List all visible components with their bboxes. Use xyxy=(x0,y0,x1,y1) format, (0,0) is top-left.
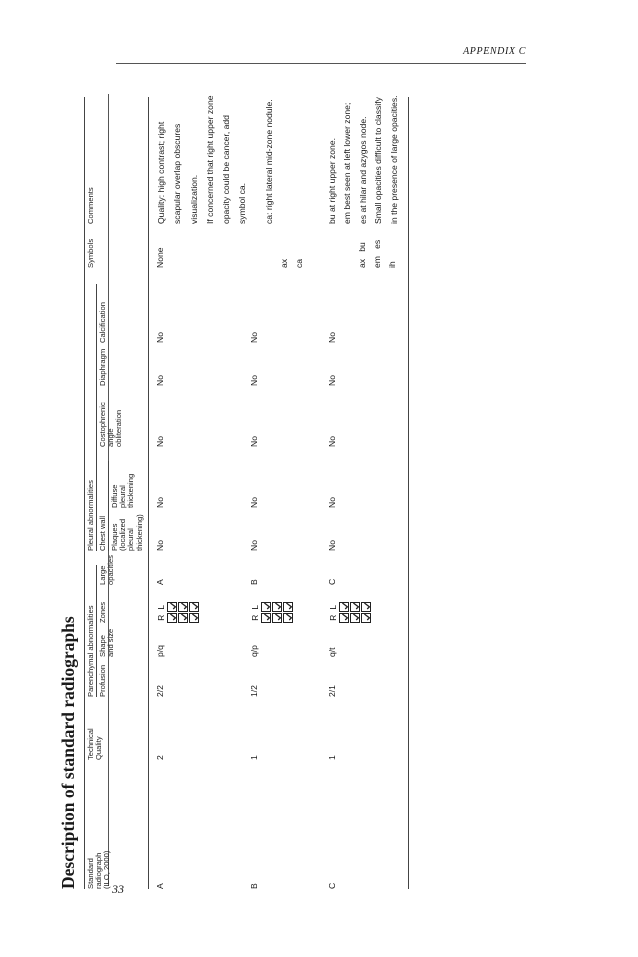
header-parenchymal: Parenchymal abnormalities xyxy=(86,605,95,697)
rotated-table-page xyxy=(58,97,458,889)
calcification-cell: No xyxy=(249,332,259,343)
zone-label-left: L xyxy=(328,604,338,610)
standard-cell: B xyxy=(249,883,259,889)
diffuse-cell: No xyxy=(249,497,259,508)
page-number: 33 xyxy=(112,882,124,896)
symbols-cell: ax ca xyxy=(279,258,304,268)
standard-cell: A xyxy=(155,883,165,889)
calcification-cell: No xyxy=(327,332,337,343)
table-top-rule xyxy=(84,97,85,889)
header-large-opacities: Large opacities xyxy=(98,555,116,585)
calcification-cell: No xyxy=(155,332,165,343)
header-calcification: Calcification xyxy=(98,302,107,343)
plaques-cell: No xyxy=(249,540,259,551)
comments-cell: bu at right upper zone. em best seen at left lower zone; es at hilar and azygos node. Small opacities difficult to classify in the presence of large opacities. xyxy=(327,95,399,224)
comments-cell: ca: right lateral mid-zone nodule. xyxy=(264,99,274,224)
header-plaques: Plaques (localized pleural thickening) xyxy=(110,514,144,551)
shape-cell: p/q xyxy=(155,645,165,657)
zones-grid xyxy=(156,602,199,623)
appendix-label: APPENDIX C xyxy=(463,46,526,57)
large-opacities-cell: C xyxy=(327,578,337,585)
zone-label-right: R xyxy=(250,614,260,621)
diaphragm-cell: No xyxy=(155,375,165,386)
header-costophrenic: Costophrenic angle obliteration xyxy=(98,402,124,447)
checked-box-icon xyxy=(261,602,271,612)
plaques-cell: No xyxy=(327,540,337,551)
shape-cell: q/t xyxy=(327,647,337,657)
large-opacities-cell: B xyxy=(249,579,259,585)
technical-cell: 2 xyxy=(155,755,165,760)
symbols-cell: None xyxy=(155,247,165,268)
zone-label-right: R xyxy=(156,614,166,621)
shape-cell: q/p xyxy=(249,645,259,657)
technical-cell: 1 xyxy=(249,755,259,760)
header-bottom-rule xyxy=(148,97,149,889)
header-profusion: Profusion xyxy=(98,664,107,697)
checked-box-icon xyxy=(339,602,349,612)
checked-box-icon xyxy=(261,613,271,623)
table-bottom-rule xyxy=(408,97,409,889)
standard-cell: C xyxy=(327,882,337,889)
checked-box-icon xyxy=(272,613,282,623)
profusion-cell: 2/1 xyxy=(327,685,337,697)
header-diffuse: Diffuse pleural thickening xyxy=(110,473,136,508)
header-shape-size: Shape and size xyxy=(98,628,116,657)
parenchymal-group-rule xyxy=(96,565,97,697)
header-chest-wall: Chest wall xyxy=(98,515,107,551)
pleural-group-rule xyxy=(96,284,97,551)
comments-cell: Quality: high contrast; right scapular overlap obscures visualization. If concerned that right upper zone opacity could be cancer, add symbol ca. xyxy=(156,95,248,224)
zone-label-left: L xyxy=(250,604,260,610)
zones-grid xyxy=(250,602,293,623)
header-symbols: Symbols xyxy=(86,238,95,268)
checked-box-icon xyxy=(361,602,371,612)
large-opacities-cell: A xyxy=(155,579,165,585)
checked-box-icon xyxy=(189,602,199,612)
diaphragm-cell: No xyxy=(327,375,337,386)
costophrenic-cell: No xyxy=(327,436,337,447)
checked-box-icon xyxy=(189,613,199,623)
technical-cell: 1 xyxy=(327,755,337,760)
header-technical-quality: Technical Quality xyxy=(86,728,104,760)
zone-label-right: R xyxy=(328,614,338,621)
header-standard: Standard radiograph (ILO, 2000) xyxy=(86,850,112,889)
checked-box-icon xyxy=(350,613,360,623)
checked-box-icon xyxy=(178,602,188,612)
diffuse-cell: No xyxy=(155,497,165,508)
profusion-cell: 1/2 xyxy=(249,685,259,697)
checked-box-icon xyxy=(178,613,188,623)
header-pleural: Pleural abnormalities xyxy=(86,480,95,551)
costophrenic-cell: No xyxy=(249,436,259,447)
profusion-cell: 2/2 xyxy=(155,685,165,697)
costophrenic-cell: No xyxy=(155,436,165,447)
checked-box-icon xyxy=(167,613,177,623)
zone-label-left: L xyxy=(156,604,166,610)
diaphragm-cell: No xyxy=(249,375,259,386)
header-rule xyxy=(116,63,526,64)
header-diaphragm: Diaphragm xyxy=(98,348,107,386)
checked-box-icon xyxy=(167,602,177,612)
checked-box-icon xyxy=(283,602,293,612)
checked-box-icon xyxy=(283,613,293,623)
checked-box-icon xyxy=(361,613,371,623)
plaques-cell: No xyxy=(155,540,165,551)
header-comments: Comments xyxy=(86,187,95,224)
table-title: Description of standard radiographs xyxy=(58,616,78,889)
chest-wall-rule xyxy=(108,461,109,551)
checked-box-icon xyxy=(350,602,360,612)
zones-grid xyxy=(328,602,371,623)
symbols-cell: ax bu em es ih xyxy=(357,239,397,268)
checked-box-icon xyxy=(339,613,349,623)
checked-box-icon xyxy=(272,602,282,612)
header-zones: Zones xyxy=(98,601,107,623)
diffuse-cell: No xyxy=(327,497,337,508)
